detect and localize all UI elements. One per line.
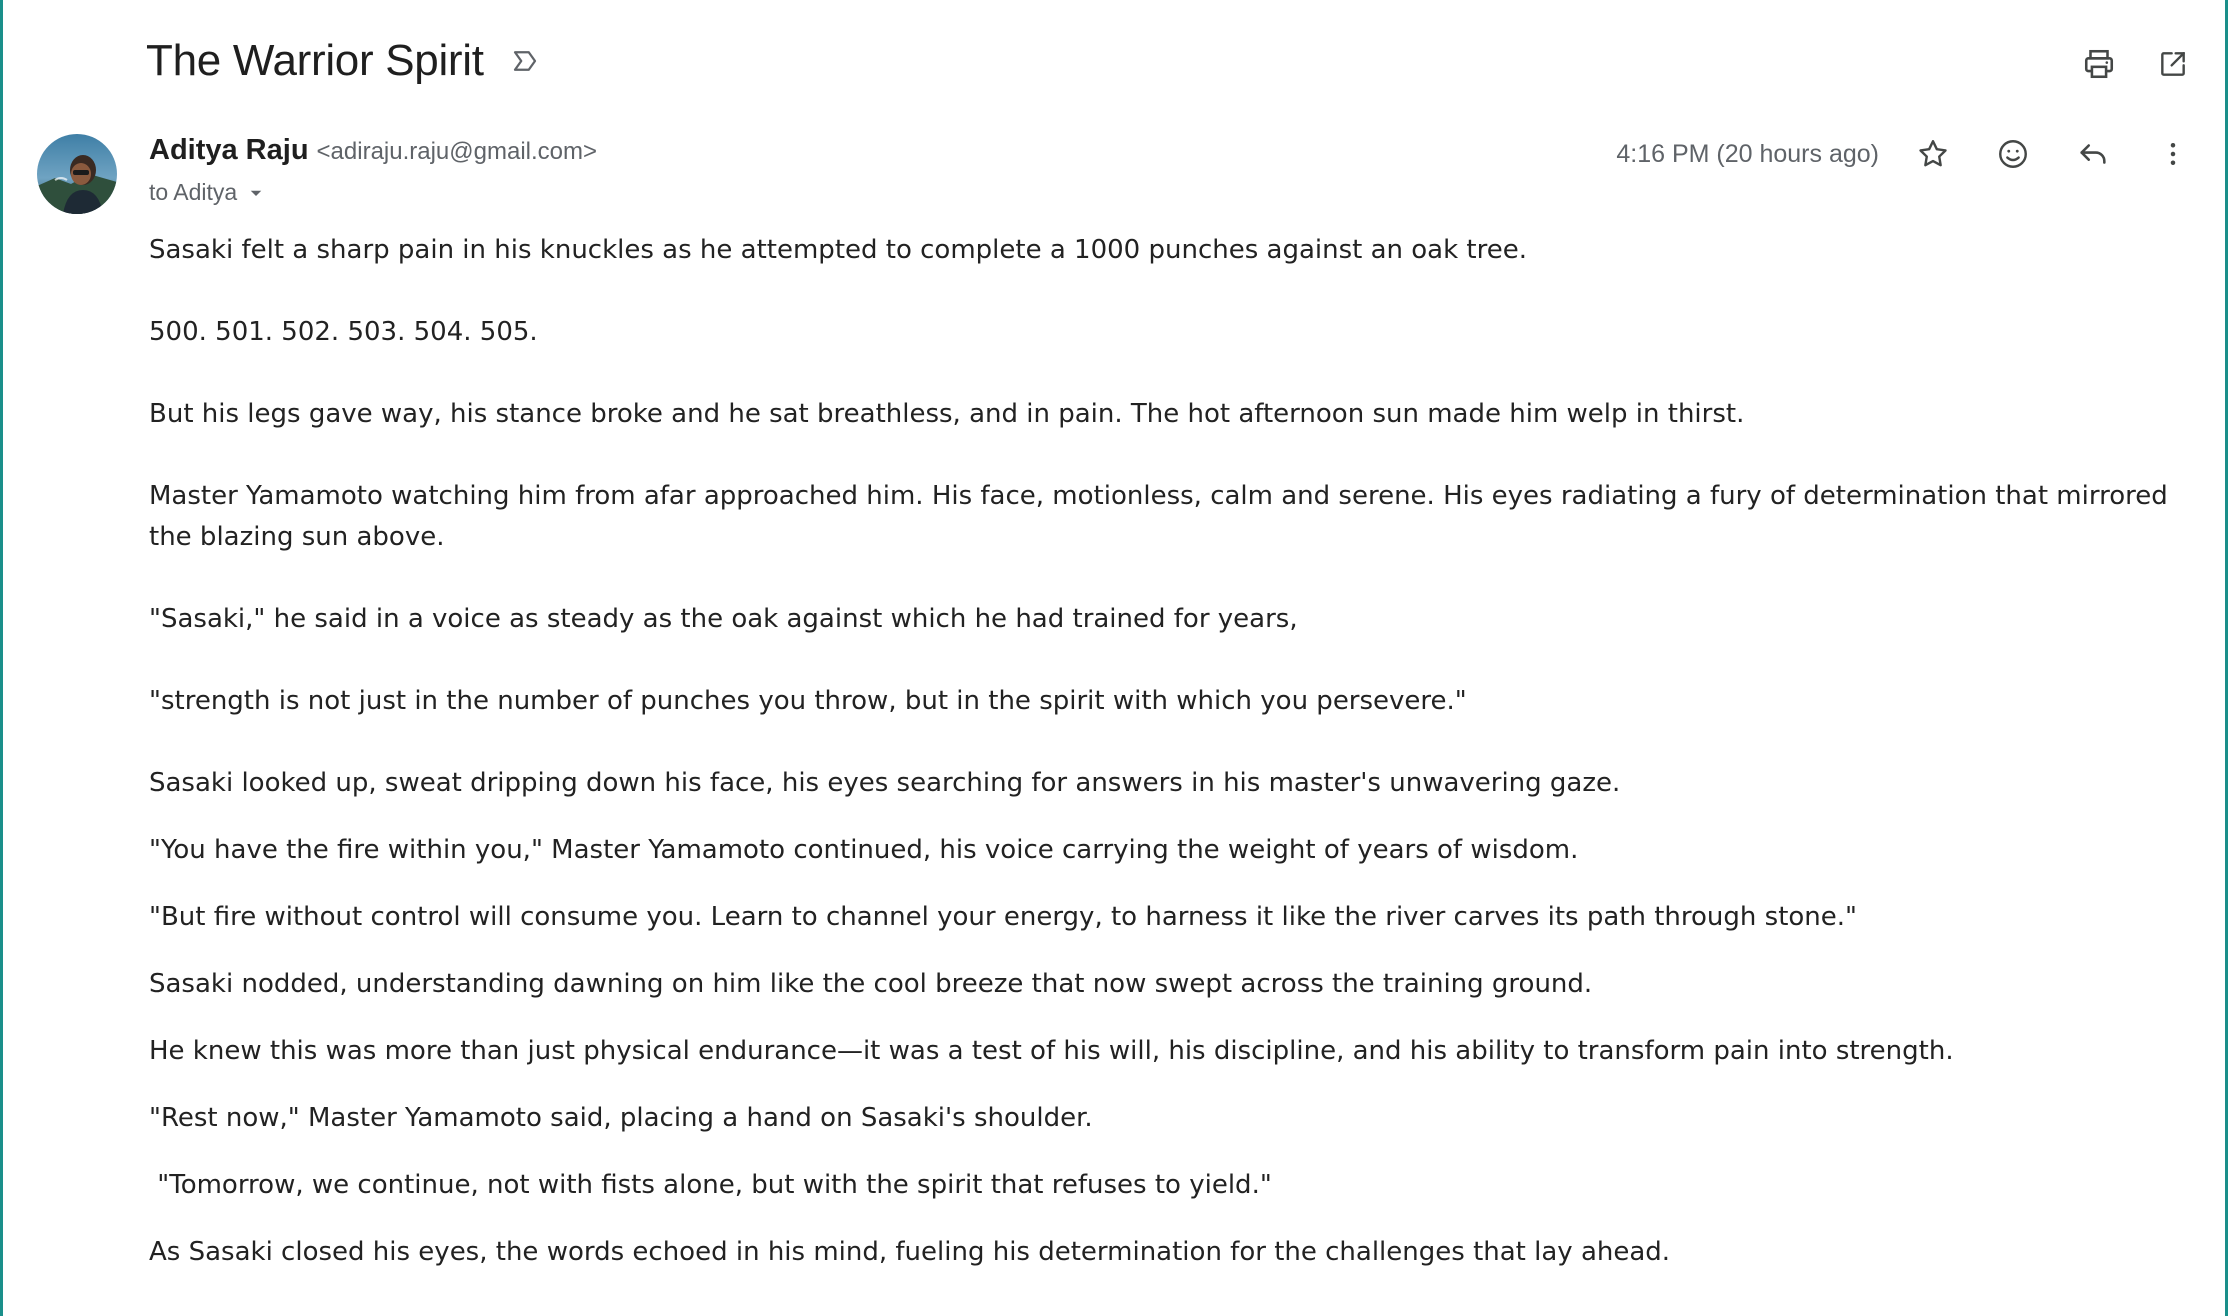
subject-row bbox=[146, 36, 542, 86]
recipient-label: to Aditya bbox=[149, 179, 238, 205]
body-paragraph: He knew this was more than just physical endurance—it was a test of his will, his discipline, and his ability to transform pain into strength. bbox=[149, 1036, 1954, 1066]
body-paragraph: Sasaki nodded, understanding dawning on him like the cool breeze that now swept across the training ground. bbox=[149, 969, 1593, 999]
reply-icon[interactable] bbox=[2075, 136, 2111, 172]
recipient-line[interactable] bbox=[149, 179, 597, 206]
more-vertical-icon[interactable] bbox=[2155, 136, 2191, 172]
chevron-down-icon[interactable] bbox=[247, 184, 265, 202]
body-paragraph: "strength is not just in the number of punches you throw, but in the spirit with which you persevere." bbox=[149, 686, 1467, 716]
star-icon[interactable] bbox=[1915, 136, 1951, 172]
sender-email: <adiraju.raju@gmail.com> bbox=[316, 138, 598, 165]
body-paragraph: Sasaki felt a sharp pain in his knuckles as he attempted to complete a 1000 punches against an oak tree. bbox=[149, 235, 1527, 265]
top-actions bbox=[2081, 46, 2191, 82]
body-paragraph: "You have the fire within you," Master Yamamoto continued, his voice carrying the weight of years of wisdom. bbox=[149, 835, 1579, 865]
body-paragraph: Master Yamamoto watching him from afar approached him. His face, motionless, calm and serene. His eyes radiating a fury of determination that mirrored the blazing sun above. bbox=[149, 481, 2168, 552]
body-paragraph: "Tomorrow, we continue, not with fists alone, but with the spirit that refuses to yield." bbox=[149, 1170, 1272, 1200]
timestamp: 4:16 PM (20 hours ago) bbox=[1616, 139, 1879, 168]
body-paragraph: 500. 501. 502. 503. 504. 505. bbox=[149, 317, 538, 347]
body-paragraph: "But fire without control will consume you. Learn to channel your energy, to harness it like the river carves its path through stone." bbox=[149, 902, 1858, 932]
sender-line bbox=[149, 134, 597, 167]
sender-name[interactable]: Aditya Raju bbox=[149, 134, 309, 166]
email-body bbox=[149, 230, 2189, 1273]
open-in-new-window-icon[interactable] bbox=[2155, 46, 2191, 82]
label-important-icon[interactable] bbox=[508, 44, 542, 78]
body-paragraph: As Sasaki closed his eyes, the words echoed in his mind, fueling his determination for the challenges that lay ahead. bbox=[149, 1237, 1671, 1267]
body-paragraph: "Rest now," Master Yamamoto said, placing a hand on Sasaki's shoulder. bbox=[149, 1103, 1093, 1133]
message-meta bbox=[1616, 136, 2191, 172]
body-paragraph: "Sasaki," he said in a voice as steady as the oak against which he had trained for years, bbox=[149, 604, 1298, 634]
body-paragraph: Sasaki looked up, sweat dripping down his face, his eyes searching for answers in his master's unwavering gaze. bbox=[149, 768, 1621, 798]
print-icon[interactable] bbox=[2081, 46, 2117, 82]
email-subject: The Warrior Spirit bbox=[146, 36, 484, 85]
message-actions bbox=[1915, 136, 2191, 172]
emoji-reaction-icon[interactable] bbox=[1995, 136, 2031, 172]
sender-avatar[interactable] bbox=[37, 134, 117, 214]
body-paragraph: But his legs gave way, his stance broke and he sat breathless, and in pain. The hot afternoon sun made him welp in thirst. bbox=[149, 399, 1745, 429]
sender-block bbox=[149, 134, 597, 206]
